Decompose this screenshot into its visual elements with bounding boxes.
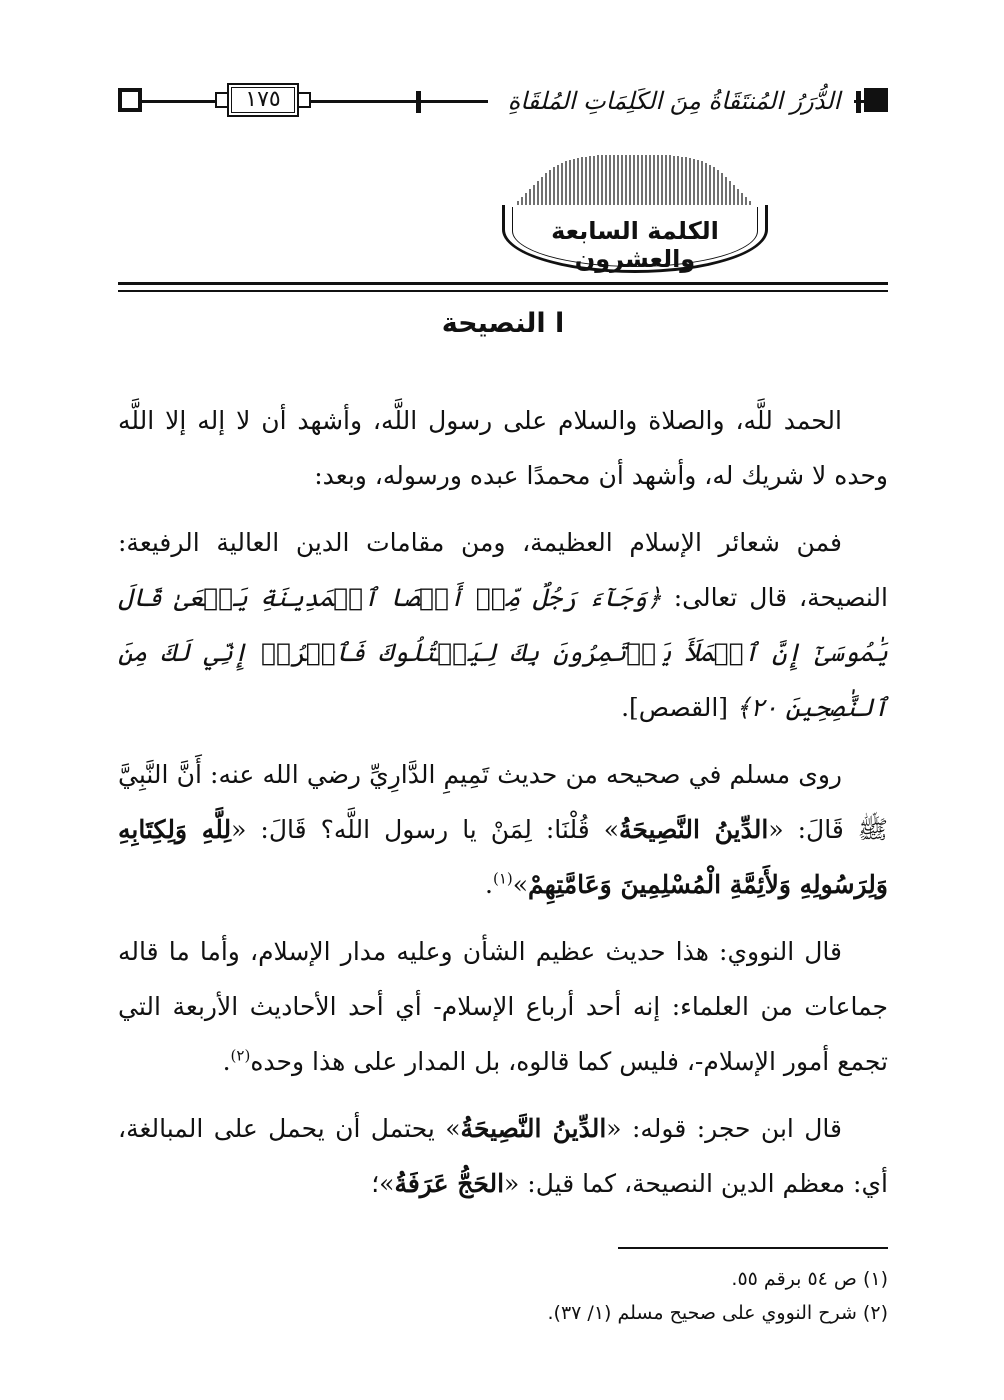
page-number: ١٧٥ bbox=[245, 87, 281, 112]
paragraph-ibn-hajar bbox=[118, 1101, 888, 1211]
chapter-emblem bbox=[500, 155, 770, 275]
title-rule-thin bbox=[118, 290, 888, 292]
text-run: . bbox=[222, 1047, 231, 1076]
header-square-ornament-left bbox=[118, 88, 142, 112]
text-run: الحمد للَّه، والصلاة والسلام على رسول اللَّه، وأشهد أن لا إله إلا اللَّه وحده لا شريك له، وأشهد أن محمدًا عبده ورسوله، وبعد: bbox=[118, 406, 888, 490]
footnotes bbox=[118, 1262, 888, 1330]
text-run: »؛ bbox=[371, 1169, 395, 1198]
header-square-ornament-right bbox=[864, 88, 888, 112]
title-rule-thick bbox=[118, 282, 888, 285]
text-run: » قُلْنَا: لِمَنْ يا رسول اللَّه؟ قَالَ: « bbox=[231, 815, 620, 844]
header-bar-ornament bbox=[416, 91, 421, 113]
paragraph-opening bbox=[118, 393, 888, 503]
hadith-bold: الدِّينُ النَّصِيحَةُ bbox=[460, 1114, 607, 1143]
footnote-marker: (١) bbox=[492, 869, 513, 888]
text-run: روى مسلم في صحيحه من حديث تَمِيمِ الدَّارِيِّ رضي الله عنه: أَنَّ النَّبِيَّ ﷺ قَالَ: « bbox=[118, 760, 888, 844]
surah-reference: [القصص]. bbox=[621, 693, 736, 722]
paragraph-hadith bbox=[118, 747, 888, 912]
text-run: . bbox=[485, 870, 493, 899]
footnote-marker: (٢) bbox=[230, 1046, 251, 1065]
running-header bbox=[118, 80, 888, 124]
body-text bbox=[118, 393, 888, 1223]
footnote: (١) ص ٥٤ برقم ٥٥. bbox=[731, 1268, 888, 1290]
paragraph-nawawi bbox=[118, 924, 888, 1089]
text-run: » يحتمل أن يحمل على المبالغة، أي: معظم الدين النصيحة، كما قيل: « bbox=[118, 1114, 888, 1198]
text-run: » bbox=[512, 870, 529, 899]
chapter-title: الكلمة السابعة والعشرون bbox=[551, 217, 719, 273]
footnote-rule bbox=[618, 1247, 888, 1249]
paragraph-quran bbox=[118, 515, 888, 735]
hadith-bold: لِلَّهِ وَلِكِتَابِهِ وَلِرَسُولِهِ وَلأَئِمَّةِ الْمُسْلِمِينَ وَعَامَّتِهِمْ bbox=[118, 815, 888, 899]
section-title: ا النصيحة bbox=[441, 308, 565, 339]
footnote: (٢) شرح النووي على صحيح مسلم (١/ ٣٧). bbox=[547, 1302, 888, 1324]
hadith-bold: الدِّينُ النَّصِيحَةُ bbox=[619, 815, 769, 844]
text-run: فمن شعائر الإسلام العظيمة، ومن مقامات الدين العالية الرفيعة: النصيحة، قال تعالى: bbox=[118, 528, 888, 612]
hadith-bold: الحَجُّ عَرَفَةُ bbox=[394, 1169, 505, 1198]
book-title: الدُّرَرُ المُنتَقَاةُ مِنَ الكَلِمَاتِ المُلقَاةِ bbox=[494, 82, 854, 120]
text-run: قال النووي: هذا حديث عظيم الشأن وعليه مدار الإسلام، وأما ما قاله جماعات من العلماء: إنه أحد أرباع الإسلام- أي أحد الأحاديث الأربعة التي تجمع أمور الإسلام-، فليس كما قالوه، بل المدار على هذا وحده bbox=[118, 937, 888, 1076]
text-run: قال ابن حجر: قوله: « bbox=[606, 1114, 843, 1143]
page-number-cartouche bbox=[213, 80, 313, 122]
quran-verse: ﴿وَجَآءَ رَجُلٌ مِّنۡ أَقۡصَا ٱلۡمَدِينَةِ يَسۡعَىٰ قَالَ يَٰمُوسَىٰٓ إِنَّ ٱلۡمَلَأَ يَأۡتَمِرُونَ بِكَ لِيَقۡتُلُوكَ فَٱخۡرُجۡ إِنِّي لَكَ مِنَ ٱلنَّٰصِحِينَ ٢٠﴾ bbox=[118, 583, 888, 722]
header-bar-ornament bbox=[856, 91, 861, 113]
header-rule-middle bbox=[298, 100, 488, 103]
